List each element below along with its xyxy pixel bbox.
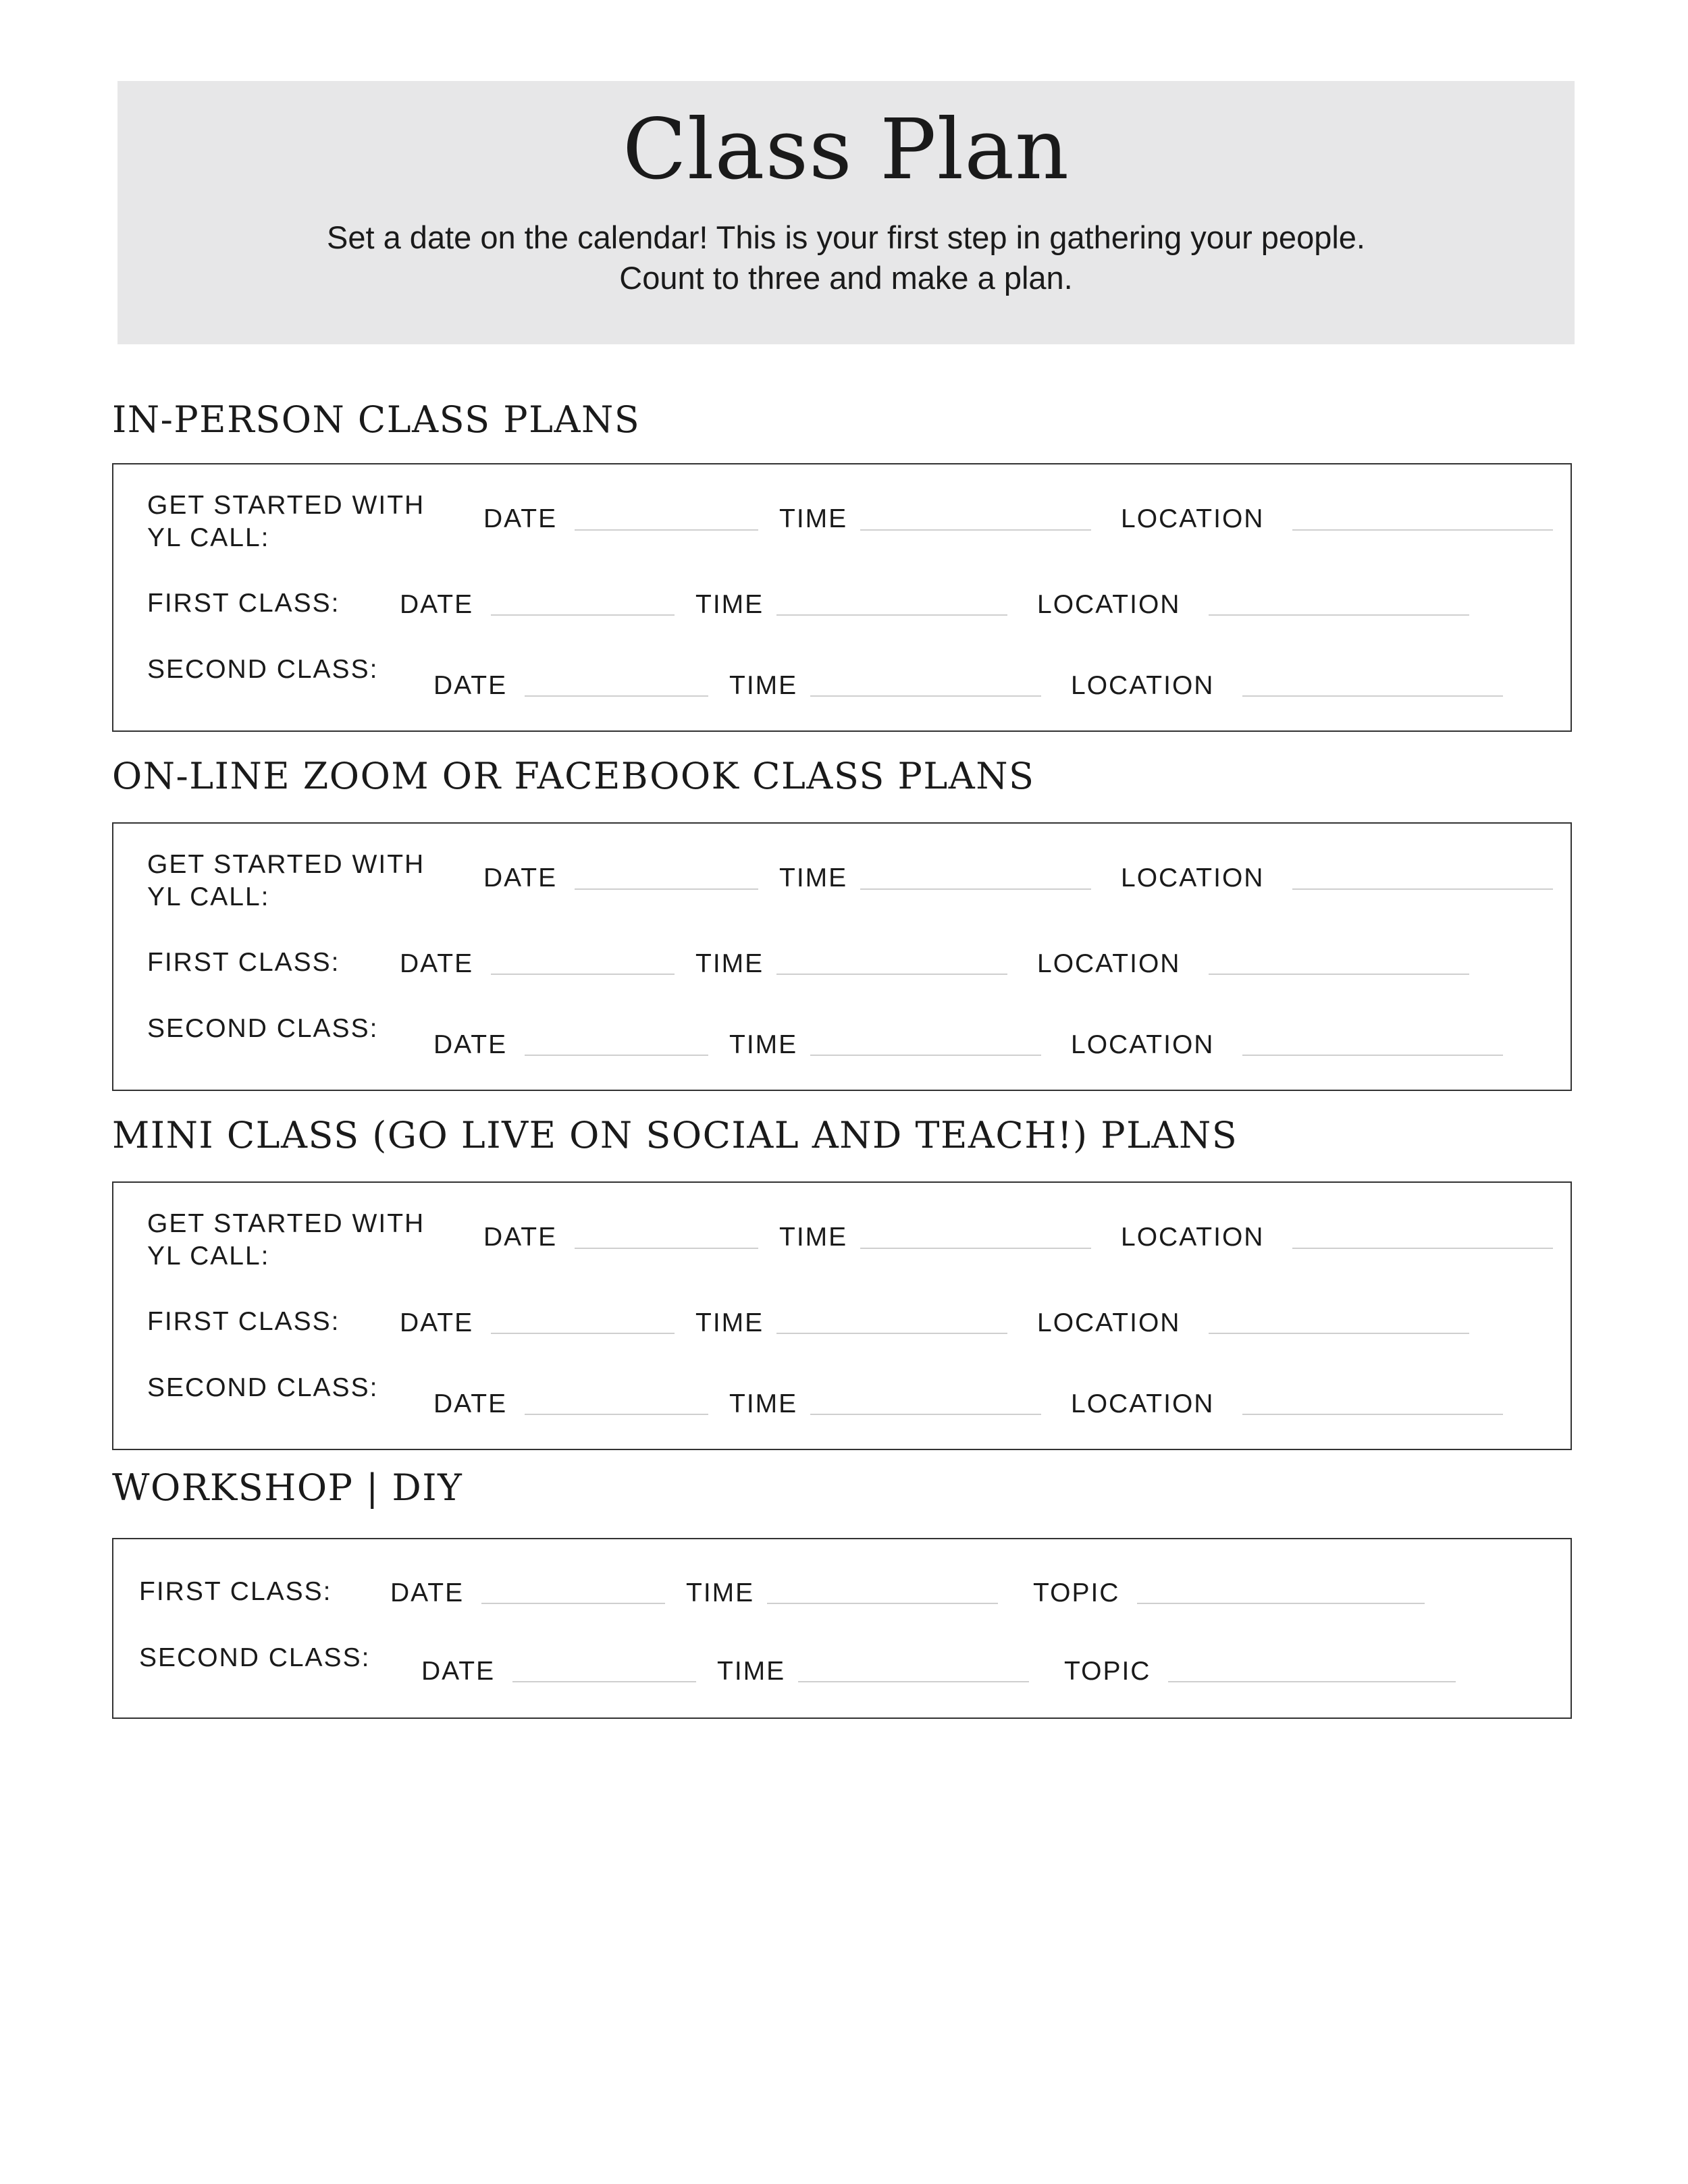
date-label: DATE [400,1308,474,1337]
date-input-line[interactable] [575,888,758,890]
location-input-line[interactable] [1292,888,1553,890]
time-label: TIME [695,590,764,619]
topic-label: TOPIC [1033,1578,1120,1607]
row-label-second-class: SECOND CLASS: [147,1014,379,1043]
location-input-line[interactable] [1209,974,1469,975]
time-input-line[interactable] [860,1248,1091,1249]
time-label: TIME [717,1657,786,1686]
section-box-mini-class [112,1181,1572,1450]
location-label: LOCATION [1037,949,1181,978]
location-input-line[interactable] [1292,529,1553,531]
subtitle-line-1: Set a date on the calendar! This is your first step in gathering your people. [327,219,1365,255]
date-input-line[interactable] [491,614,675,616]
date-label: DATE [390,1578,465,1607]
topic-input-line[interactable] [1168,1681,1456,1682]
date-input-line[interactable] [525,695,708,697]
time-label: TIME [729,671,798,700]
topic-input-line[interactable] [1137,1603,1425,1604]
row-label-first-class: FIRST CLASS: [147,948,340,977]
date-input-line[interactable] [512,1681,696,1682]
row-label-yl-call: YL CALL: [147,1242,270,1271]
date-input-line[interactable] [575,529,758,531]
section-title-online: ON-LINE ZOOM OR FACEBOOK CLASS PLANS [112,755,1035,797]
date-label: DATE [433,671,508,700]
header-banner [117,81,1575,344]
page-title: Class Plan [622,101,1070,198]
time-input-line[interactable] [798,1681,1029,1682]
date-input-line[interactable] [525,1055,708,1056]
row-label-second-class: SECOND CLASS: [139,1643,371,1672]
date-label: DATE [483,863,558,893]
time-label: TIME [729,1389,798,1418]
location-label: LOCATION [1121,1223,1265,1252]
location-input-line[interactable] [1242,1414,1503,1415]
time-label: TIME [779,504,848,533]
time-label: TIME [779,1223,848,1252]
time-input-line[interactable] [860,529,1091,531]
time-input-line[interactable] [767,1603,998,1604]
location-input-line[interactable] [1209,614,1469,616]
row-label-get-started: GET STARTED WITH [147,850,425,879]
time-label: TIME [779,863,848,893]
date-label: DATE [433,1389,508,1418]
date-label: DATE [433,1030,508,1059]
row-label-second-class: SECOND CLASS: [147,1373,379,1402]
date-label: DATE [400,949,474,978]
row-label-get-started: GET STARTED WITH [147,1209,425,1238]
time-input-line[interactable] [776,1333,1007,1334]
section-box-workshop [112,1538,1572,1719]
time-input-line[interactable] [810,695,1041,697]
location-input-line[interactable] [1292,1248,1553,1249]
date-input-line[interactable] [575,1248,758,1249]
date-label: DATE [400,590,474,619]
time-label: TIME [695,949,764,978]
date-label: DATE [421,1657,496,1686]
time-input-line[interactable] [860,888,1091,890]
location-input-line[interactable] [1209,1333,1469,1334]
section-box-in-person [112,463,1572,732]
time-label: TIME [729,1030,798,1059]
location-label: LOCATION [1121,504,1265,533]
date-label: DATE [483,504,558,533]
location-label: LOCATION [1037,590,1181,619]
subtitle-line-2: Count to three and make a plan. [619,260,1073,296]
section-box-online [112,822,1572,1091]
row-label-yl-call: YL CALL: [147,882,270,911]
location-label: LOCATION [1071,671,1215,700]
date-input-line[interactable] [491,974,675,975]
row-label-yl-call: YL CALL: [147,523,270,552]
date-label: DATE [483,1223,558,1252]
time-input-line[interactable] [776,614,1007,616]
row-label-first-class: FIRST CLASS: [147,589,340,618]
time-input-line[interactable] [810,1414,1041,1415]
time-input-line[interactable] [810,1055,1041,1056]
date-input-line[interactable] [491,1333,675,1334]
location-label: LOCATION [1121,863,1265,893]
location-input-line[interactable] [1242,1055,1503,1056]
time-input-line[interactable] [776,974,1007,975]
time-label: TIME [686,1578,755,1607]
row-label-first-class: FIRST CLASS: [139,1577,332,1606]
location-input-line[interactable] [1242,695,1503,697]
location-label: LOCATION [1071,1389,1215,1418]
date-input-line[interactable] [481,1603,665,1604]
row-label-second-class: SECOND CLASS: [147,655,379,684]
section-title-in-person: IN-PERSON CLASS PLANS [112,398,641,441]
topic-label: TOPIC [1064,1657,1151,1686]
date-input-line[interactable] [525,1414,708,1415]
location-label: LOCATION [1037,1308,1181,1337]
location-label: LOCATION [1071,1030,1215,1059]
section-title-mini-class: MINI CLASS (GO LIVE ON SOCIAL AND TEACH!) PLANS [112,1114,1238,1156]
section-title-workshop: WORKSHOP | DIY [112,1466,463,1509]
row-label-get-started: GET STARTED WITH [147,491,425,520]
time-label: TIME [695,1308,764,1337]
row-label-first-class: FIRST CLASS: [147,1307,340,1336]
